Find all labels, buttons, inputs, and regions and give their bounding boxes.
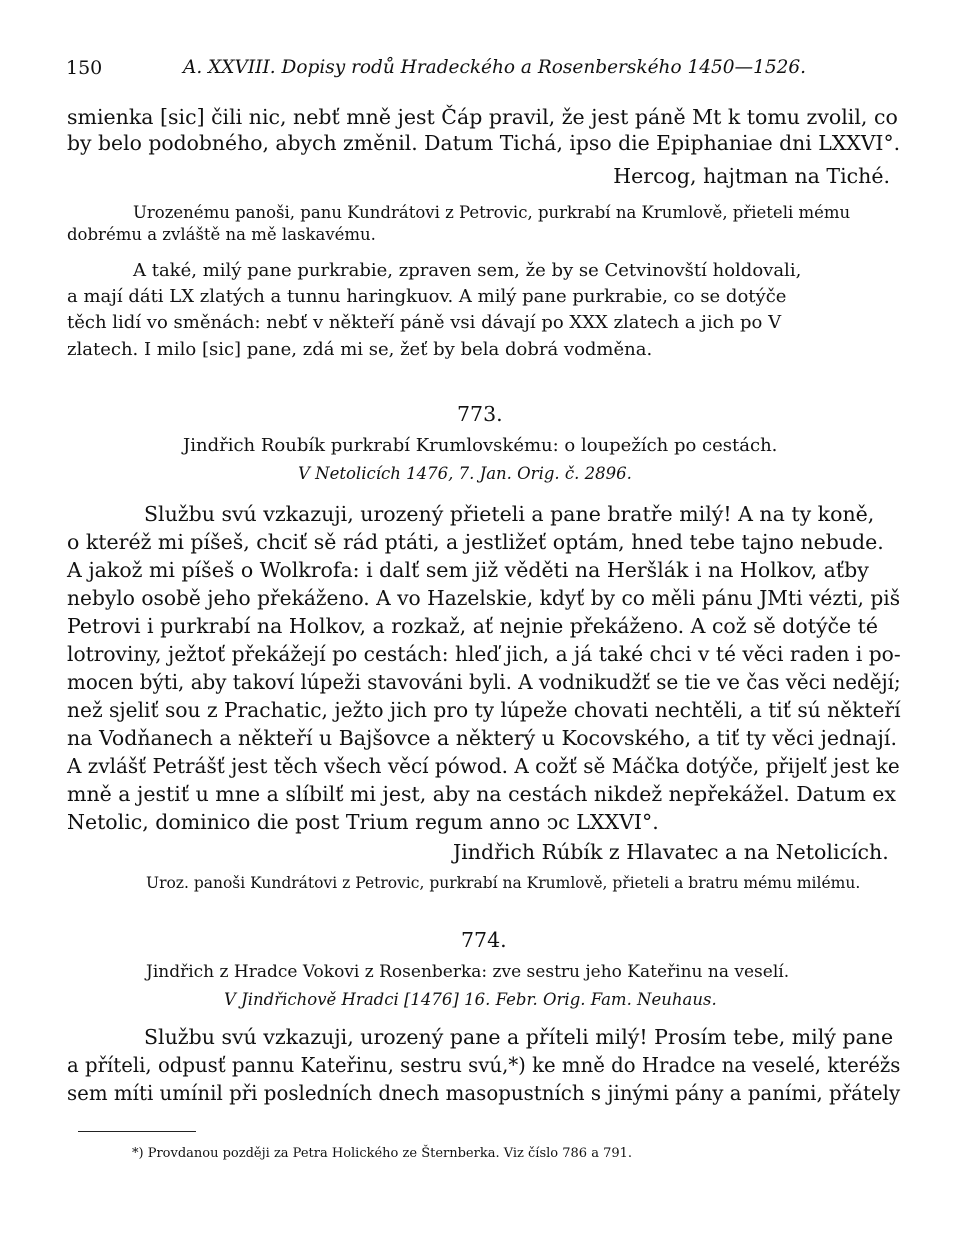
letter-773-address: Uroz. panoši Kundrátovi z Petrovic, purkrabí na Krumlově, přieteli a bratru mému milému. xyxy=(146,874,861,892)
letter-774-number: 774. xyxy=(461,928,507,952)
letter-773-line-10: A zvlášť Petrášť jest těch všech věcí pówod. A cožť sě Máčka dotýče, přijelť jest ke xyxy=(67,754,900,778)
letter-772-signature: Hercog, hajtman na Tiché. xyxy=(613,164,890,188)
letter-773-line-3: A jakož mi píšeš o Wolkrofa: i dalť sem již věděti na Heršlák i na Holkov, aťby xyxy=(67,558,869,582)
letter-773-line-9: na Vodňanech a někteří u Bajšovce a některý u Kocovského, a tiť ty věci jednají. xyxy=(67,726,897,750)
letter-773-title: Jindřich Roubík purkrabí Krumlovskému: o loupežích po cestách. xyxy=(183,435,778,456)
letter-772-line-2: by belo podobného, abych změnil. Datum Tichá, ipso die Epiphaniae dni LXXVI°. xyxy=(67,131,901,155)
letter-773-line-8: než sjeliť sou z Prachatic, ježto jich pro ty lúpeže chovati nechtěli, a tiť sú někteří xyxy=(67,698,901,722)
letter-773-line-2: o kteréž mi píšeš, chciť sě rád ptáti, a jestližeť optám, hned tebe tajno nebude. xyxy=(67,530,884,554)
footnote: *) Provdanou později za Petra Holického ze Šternberka. Viz číslo 786 a 791. xyxy=(132,1146,633,1161)
letter-773-line-12: Netolic, dominico die post Trium regum anno ↄc LXXVI°. xyxy=(67,810,659,834)
letter-772-postscript-2: a mají dáti LX zlatých a tunnu haringkuov. A milý pane purkrabie, co se dotýče xyxy=(67,286,787,307)
letter-774-title: Jindřich z Hradce Vokovi z Rosenberka: zve sestru jeho Kateřinu na veselí. xyxy=(146,962,790,982)
letter-773-line-5: Petrovi i purkrabí na Holkov, a rozkaž, ať nejnie překáženo. A což sě dotýče té xyxy=(67,614,879,638)
footnote-rule xyxy=(78,1131,196,1132)
running-title: A. XXVIII. Dopisy rodů Hradeckého a Rosenberského 1450—1526. xyxy=(183,57,807,78)
letter-774-source: V Jindřichově Hradci [1476] 16. Febr. Orig. Fam. Neuhaus. xyxy=(224,990,717,1009)
letter-774-line-2: a příteli, odpusť pannu Kateřinu, sestru svú,*) ke mně do Hradce na veselé, kteréžs xyxy=(67,1053,901,1077)
letter-774-line-3: sem míti umínil při posledních dnech masopustních s jinými pány a paními, přátely xyxy=(67,1081,901,1105)
letter-774-line-1: Službu svú vzkazuji, urozený pane a příteli milý! Prosím tebe, milý pane xyxy=(144,1025,894,1049)
letter-773-line-1: Službu svú vzkazuji, urozený přieteli a pane bratře milý! A na ty koně, xyxy=(144,502,875,526)
letter-773-signature: Jindřich Rúbík z Hlavatec a na Netolicích. xyxy=(453,840,889,864)
letter-772-line-1: smienka [sic] čili nic, nebť mně jest Čáp pravil, že jest páně Mt k tomu zvolil, co xyxy=(67,105,898,129)
letter-772-postscript-4: zlatech. I milo [sic] pane, zdá mi se, žeť by bela dobrá vodměna. xyxy=(67,339,653,360)
letter-772-address-2: dobrému a zvláště na mě laskavému. xyxy=(67,225,376,244)
page-number: 150 xyxy=(66,57,103,79)
letter-773-line-7: mocen býti, aby takoví lúpeži stavováni byli. A vodnikudžť se tie ve čas věci nedějí; xyxy=(67,670,901,694)
letter-773-source: V Netolicích 1476, 7. Jan. Orig. č. 2896. xyxy=(298,464,632,483)
letter-773-line-6: lotroviny, ježtoť překážejí po cestách: hleď jich, a já také chci v té věci raden i po- xyxy=(67,642,901,666)
letter-772-postscript-1: A také, milý pane purkrabie, zpraven sem, že by se Cetvinovští holdovali, xyxy=(133,260,802,281)
letter-773-number: 773. xyxy=(457,402,503,426)
letter-772-address-1: Urozenému panoši, panu Kundrátovi z Petrovic, purkrabí na Krumlově, přieteli mému xyxy=(133,203,851,222)
letter-773-line-11: mně a jestiť u mne a slíbilť mi jest, aby na cestách nikdež nepřekážel. Datum ex xyxy=(67,782,896,806)
letter-772-postscript-3: těch lidí vo směnách: nebť v někteří páně vsi dávají po XXX zlatech a jich po V xyxy=(67,312,782,333)
letter-773-line-4: nebylo osobě jeho překáženo. A vo Hazelskie, kdyť by co měli pánu JMti vézti, piš xyxy=(67,586,901,610)
